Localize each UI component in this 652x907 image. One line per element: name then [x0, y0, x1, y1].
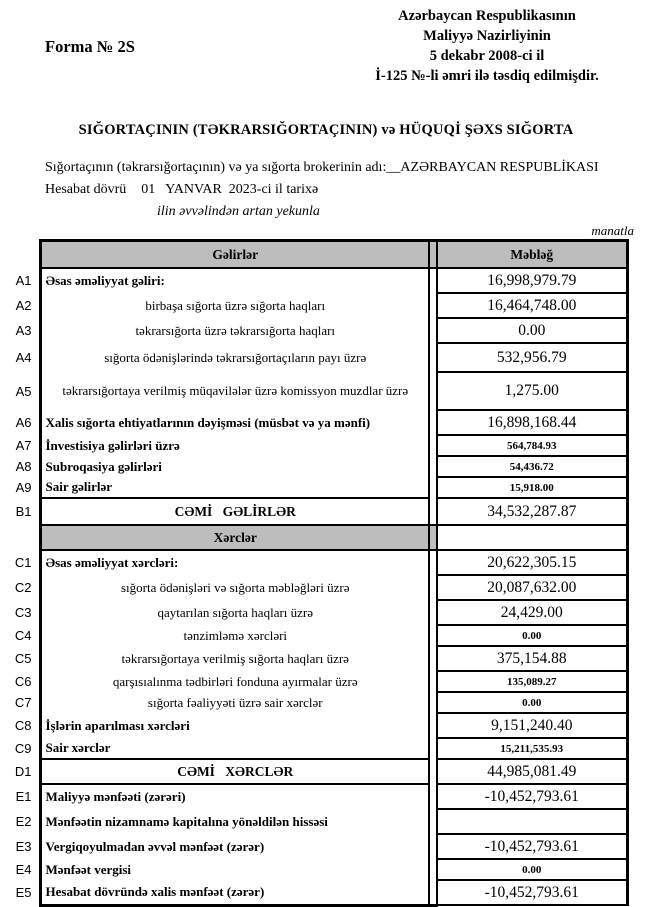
table-row — [8, 784, 627, 809]
row-code: C7 — [14, 695, 32, 710]
page-header — [0, 0, 652, 100]
spacer-cell — [429, 859, 437, 880]
row-code: E1 — [15, 789, 32, 804]
row-label: Əsas əməliyyat xərcləri: — [40, 550, 429, 575]
row-code: A4 — [15, 350, 32, 365]
row-code: E4 — [15, 862, 32, 877]
row-code: D1 — [14, 764, 32, 779]
document-title: SIĞORTAÇININ (TƏKRARSIĞORTAÇININ) və HÜQUQİ ŞƏXS SIĞORTA — [78, 122, 574, 138]
row-value: 0.00 — [437, 859, 627, 880]
row-value: 564,784.93 — [437, 435, 627, 456]
spacer-cell — [429, 671, 437, 692]
row-value: 16,464,748.00 — [437, 293, 627, 318]
table-row — [8, 343, 627, 372]
total-expenses-row — [8, 759, 627, 784]
row-value: 20,087,632.00 — [437, 575, 627, 600]
table-row — [8, 809, 627, 834]
table-row — [8, 880, 627, 905]
row-label: tənzimləmə xərcləri — [40, 625, 429, 646]
row-label: sığorta fəaliyyəti üzrə sair xərclər — [40, 692, 429, 713]
table-row — [8, 692, 627, 713]
table-row — [8, 738, 627, 759]
row-value: -10,452,793.61 — [437, 784, 627, 809]
table-row — [8, 456, 627, 477]
row-code: E2 — [15, 814, 32, 829]
row-label: CƏMİ XƏRCLƏR — [40, 759, 429, 784]
spacer-cell — [429, 759, 437, 784]
report-info — [45, 157, 652, 223]
spacer-cell — [429, 241, 437, 269]
row-value: 24,429.00 — [437, 600, 627, 625]
row-label: Mənfəətin nizamnamə kapitalına yönəldilən hissəsi — [40, 809, 429, 834]
spacer-cell — [429, 550, 437, 575]
spacer-cell — [429, 809, 437, 834]
row-label: Subroqasiya gəlirləri — [40, 456, 429, 477]
table-row — [8, 318, 627, 343]
row-value: 0.00 — [437, 625, 627, 646]
expense-section-header-row — [8, 525, 627, 550]
spacer-cell — [429, 318, 437, 343]
spacer-cell — [429, 372, 437, 410]
row-label: təkrarsığortaya verilmiş sığorta haqları üzrə — [40, 646, 429, 671]
row-value: -10,452,793.61 — [437, 880, 627, 905]
table-row — [8, 646, 627, 671]
row-code — [8, 241, 40, 269]
amount-column-header: Məbləğ — [437, 241, 627, 269]
row-value: 44,985,081.49 — [437, 759, 627, 784]
row-code: A5 — [15, 383, 32, 399]
table-header-row — [8, 241, 627, 269]
insurer-name-value: __AZƏRBAYCAN RESPUBLİKASI — [386, 160, 599, 175]
row-label: Hesabat dövründə xalis mənfəət (zərər) — [40, 880, 429, 905]
row-value: 0.00 — [437, 692, 627, 713]
spacer-cell — [429, 498, 437, 525]
row-code: A7 — [15, 438, 32, 453]
row-value: -10,452,793.61 — [437, 834, 627, 859]
row-label: CƏMİ GƏLİRLƏR — [40, 498, 429, 525]
table-row — [8, 268, 627, 293]
row-value: 20,622,305.15 — [437, 550, 627, 575]
row-label: birbaşa sığorta üzrə sığorta haqları — [40, 293, 429, 318]
row-label: Mənfəət vergisi — [40, 859, 429, 880]
row-code: C8 — [14, 718, 32, 733]
total-incomes-row — [8, 498, 627, 525]
row-value: 375,154.88 — [437, 646, 627, 671]
row-value: 16,898,168.44 — [437, 410, 627, 435]
table-row — [8, 372, 627, 410]
row-code — [8, 525, 40, 550]
row-value: 54,436.72 — [437, 456, 627, 477]
row-value: 9,151,240.40 — [437, 713, 627, 738]
row-code: C9 — [14, 741, 32, 756]
spacer-cell — [429, 477, 437, 498]
row-code: E3 — [15, 839, 32, 854]
row-value: 16,998,979.79 — [437, 268, 627, 293]
row-label: Xalis sığorta ehtiyatlarının dəyişməsi (müsbət və ya mənfi) — [40, 410, 429, 435]
report-period-label: Hesabat dövrü — [45, 182, 127, 197]
row-code: A8 — [15, 459, 32, 474]
row-label: sığorta ödənişlərində təkrarsığortaçıların payı üzrə — [40, 343, 429, 372]
table-row — [8, 834, 627, 859]
row-value: 15,211,535.93 — [437, 738, 627, 759]
spacer-cell — [429, 600, 437, 625]
row-label: təkrarsığorta üzrə təkrarsığorta haqları — [40, 318, 429, 343]
table-row — [8, 859, 627, 880]
row-value: 1,275.00 — [437, 372, 627, 410]
spacer-cell — [429, 646, 437, 671]
cumulative-note: ilin əvvəlindən artan yekunla — [157, 204, 320, 219]
spacer-cell — [429, 575, 437, 600]
spacer-cell — [429, 268, 437, 293]
spacer-cell — [429, 880, 437, 905]
currency-note: manatla — [591, 223, 634, 238]
row-value: 15,918.00 — [437, 477, 627, 498]
table-row — [8, 293, 627, 318]
income-expense-table — [8, 239, 629, 907]
report-period-value: 01 YANVAR 2023-ci il tarixə — [141, 182, 319, 197]
row-label: Maliyyə mənfəəti (zərəri) — [40, 784, 429, 809]
row-code: C3 — [14, 605, 32, 620]
table-row — [8, 550, 627, 575]
approval-line: İ-125 №-li əmri ilə təsdiq edilmişdir. — [375, 68, 599, 84]
row-value: 0.00 — [437, 318, 627, 343]
row-code: C5 — [14, 651, 32, 666]
spacer-cell — [429, 410, 437, 435]
report-period-line — [45, 179, 652, 201]
table-row — [8, 410, 627, 435]
row-code: A6 — [15, 415, 32, 430]
row-label: İşlərin aparılması xərcləri — [40, 713, 429, 738]
row-value: 135,089.27 — [437, 671, 627, 692]
spacer-cell — [429, 713, 437, 738]
row-code: A9 — [15, 480, 32, 495]
expense-section-header: Xərclər — [40, 525, 429, 550]
row-label: Sair gəlirlər — [40, 477, 429, 498]
row-value — [437, 525, 627, 550]
spacer-cell — [429, 738, 437, 759]
spacer-cell — [429, 343, 437, 372]
insurer-name-line — [45, 157, 652, 179]
row-code: C1 — [14, 555, 32, 570]
spacer-cell — [429, 625, 437, 646]
table-row — [8, 671, 627, 692]
form-number: Forma № 2S — [45, 37, 135, 56]
table-row — [8, 600, 627, 625]
row-code: A1 — [15, 273, 32, 288]
spacer-cell — [429, 834, 437, 859]
spacer-cell — [429, 525, 437, 550]
row-label: Vergiqoyulmadan əvvəl mənfəət (zərər) — [40, 834, 429, 859]
row-label: Sair xərclər — [40, 738, 429, 759]
spacer-cell — [429, 784, 437, 809]
spacer-cell — [429, 692, 437, 713]
row-value: 34,532,287.87 — [437, 498, 627, 525]
table-row — [8, 575, 627, 600]
approval-line: Azərbaycan Respublikasının — [398, 8, 576, 24]
approval-line: 5 dekabr 2008-ci il — [429, 48, 545, 64]
approval-line: Maliyyə Nazirliyinin — [423, 28, 551, 44]
row-label: qarşısıalınma tədbirləri fonduna ayırmalar üzrə — [40, 671, 429, 692]
approval-note — [322, 6, 652, 86]
row-label: İnvestisiya gəlirləri üzrə — [40, 435, 429, 456]
row-value — [437, 809, 627, 834]
row-code: C2 — [14, 580, 32, 595]
spacer-cell — [429, 435, 437, 456]
table-row — [8, 625, 627, 646]
income-section-header: Gəlirlər — [40, 241, 429, 269]
table-row — [8, 435, 627, 456]
row-code: B1 — [15, 504, 32, 519]
table-row — [8, 713, 627, 738]
row-label: Əsas əməliyyat gəliri: — [40, 268, 429, 293]
row-code: E5 — [15, 885, 32, 900]
row-label: təkrarsığortaya verilmiş müqavilələr üzrə komissyon muzdlar üzrə — [40, 372, 429, 410]
table-row — [8, 477, 627, 498]
row-code: A3 — [15, 323, 32, 338]
spacer-cell — [429, 293, 437, 318]
row-label: qaytarılan sığorta haqları üzrə — [40, 600, 429, 625]
row-value: 532,956.79 — [437, 343, 627, 372]
row-label: sığorta ödənişləri və sığorta məbləğləri üzrə — [40, 575, 429, 600]
insurer-name-label: Sığortaçının (təkrarsığortaçının) və ya sığorta brokerinin adı: — [45, 160, 387, 175]
row-code: A2 — [15, 298, 32, 313]
row-code: C6 — [14, 674, 32, 689]
spacer-cell — [429, 456, 437, 477]
row-code: C4 — [14, 628, 32, 643]
